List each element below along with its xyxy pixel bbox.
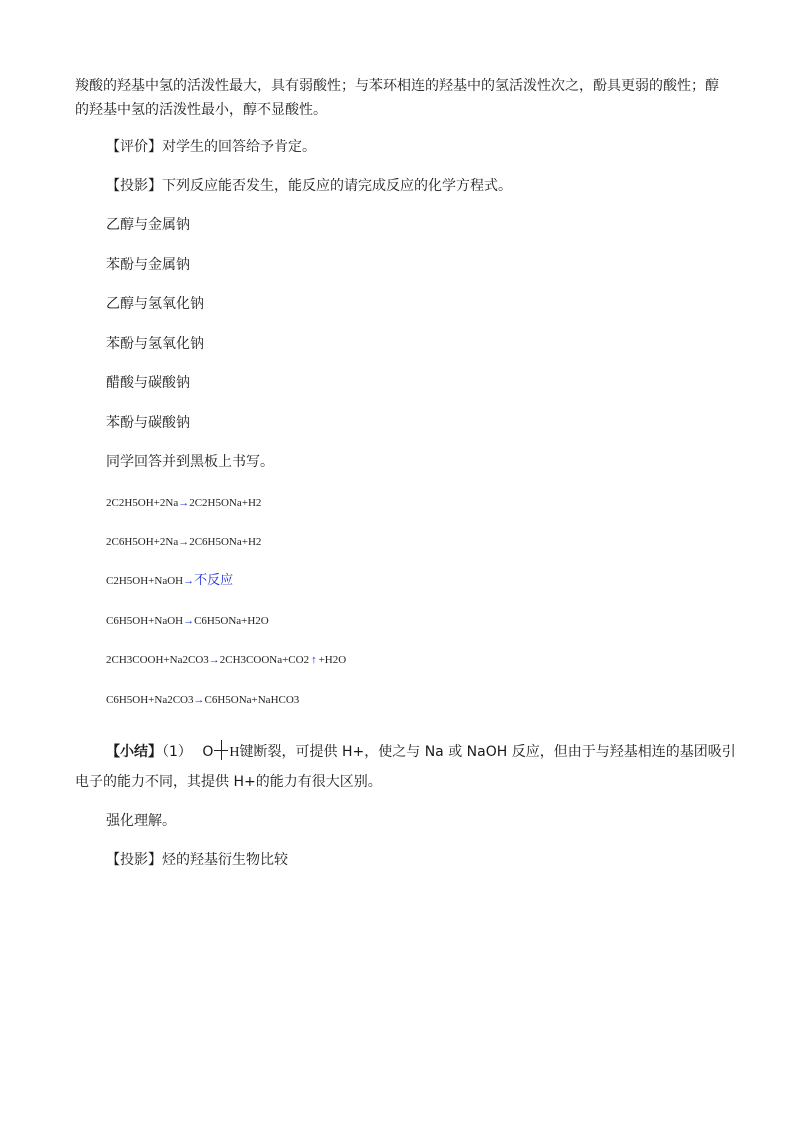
arrow-icon: → [183, 615, 195, 627]
evaluation-text: 对学生的回答给予肯定。 [162, 139, 316, 155]
equation-row [106, 534, 261, 550]
projection-2-paragraph [106, 847, 288, 873]
reaction-item: 苯酚与碳酸钠 [106, 415, 190, 431]
equation-left: C6H5OH+Na2CO3 [106, 694, 194, 706]
equation-right: 不反应 [194, 573, 234, 588]
arrow-icon: → [178, 536, 190, 548]
bond-atom-h: H [229, 745, 240, 760]
reaction-item: 醋酸与碳酸钠 [106, 375, 190, 391]
equation-row [106, 495, 261, 511]
reaction-item: 苯酚与金属钠 [106, 257, 190, 273]
summary-tag: 【小结】 [106, 744, 162, 760]
equation-left: C6H5OH+NaOH [106, 615, 184, 627]
projection-tag: 【投影】 [106, 178, 162, 194]
summary-number: （1） [162, 744, 192, 760]
equation-extra: +H2O [318, 654, 347, 666]
equation-right: 2C6H5ONa+H2 [189, 536, 262, 548]
bond-break-icon [213, 740, 229, 760]
bond-atom-o: O [202, 744, 214, 760]
gas-up-arrow-icon: ↑ [311, 654, 317, 666]
equation-right: 2CH3COONa+CO2 [219, 654, 310, 666]
projection-paragraph [106, 173, 512, 199]
equation-row [106, 573, 233, 589]
equation-row [106, 692, 299, 708]
arrow-icon: → [183, 575, 195, 587]
arrow-icon: → [178, 497, 190, 509]
intro-line-1: 羧酸的羟基中氢的活泼性最大，具有弱酸性；与苯环相连的羟基中的氢活泼性次之，酚具更弱的酸性；醇 [75, 78, 719, 94]
student-note: 同学回答并到黑板上书写。 [106, 454, 274, 470]
arrow-icon: → [193, 694, 205, 706]
equation-row [106, 613, 269, 629]
equation-left: 2CH3COOH+Na2CO3 [106, 654, 209, 666]
equation-left: 2C6H5OH+2Na [106, 536, 179, 548]
reaction-item: 苯酚与氢氧化钠 [106, 336, 204, 352]
evaluation-paragraph [106, 134, 316, 160]
summary-line-2: 电子的能力不同，其提供 H+的能力有很大区别。 [75, 774, 382, 790]
projection-2-text: 烃的羟基衍生物比较 [162, 852, 288, 868]
projection-2-tag: 【投影】 [106, 852, 162, 868]
equation-left: 2C2H5OH+2Na [106, 497, 179, 509]
summary-line-1 [106, 739, 736, 766]
equation-right: 2C2H5ONa+H2 [189, 497, 262, 509]
intro-line-2: 的羟基中氢的活泼性最小，醇不显酸性。 [75, 102, 327, 118]
reaction-item: 乙醇与氢氧化钠 [106, 296, 204, 312]
evaluation-tag: 【评价】 [106, 139, 162, 155]
equation-right: C6H5ONa+NaHCO3 [204, 694, 300, 706]
reaction-item: 乙醇与金属钠 [106, 217, 190, 233]
summary-text-1: 键断裂，可提供 H+，使之与 Na 或 NaOH 反应，但由于与羟基相连的基团吸引 [239, 744, 736, 760]
projection-text: 下列反应能否发生，能反应的请完成反应的化学方程式。 [162, 178, 512, 194]
arrow-icon: → [208, 654, 220, 666]
equation-right: C6H5ONa+H2O [194, 615, 269, 627]
reinforce-text: 强化理解。 [106, 813, 176, 829]
equation-row [106, 652, 346, 668]
equation-left: C2H5OH+NaOH [106, 575, 184, 587]
